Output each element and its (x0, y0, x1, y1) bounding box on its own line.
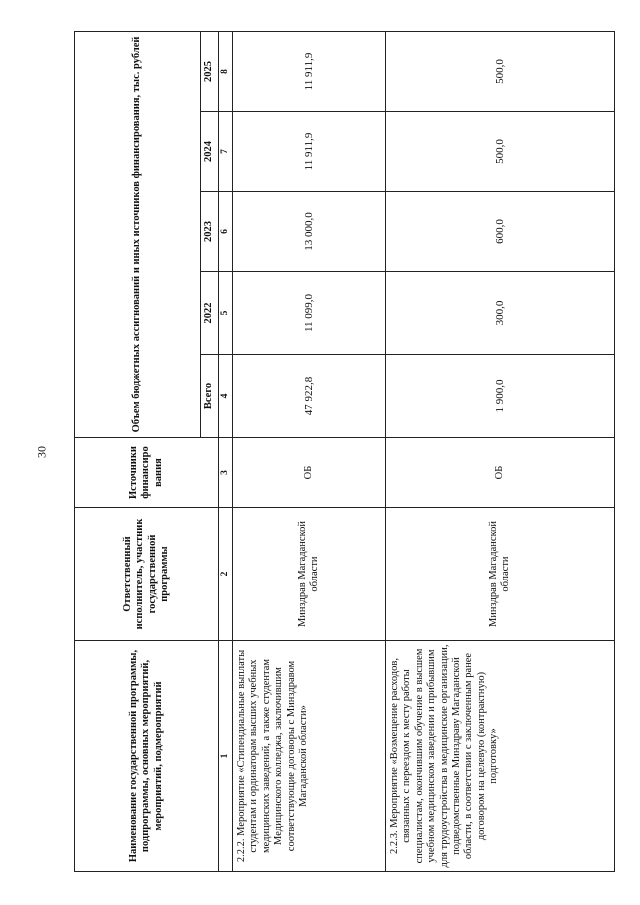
column-number: 7 (219, 112, 233, 192)
row-source: ОБ (233, 438, 386, 508)
row-2024: 500,0 (386, 112, 615, 192)
column-number: 2 (219, 508, 233, 641)
column-number: 8 (219, 31, 233, 111)
row-2025: 11 911,9 (233, 31, 386, 111)
row-2024: 11 911,9 (233, 112, 386, 192)
row-2023: 600,0 (386, 192, 615, 272)
row-2023: 13 000,0 (233, 192, 386, 272)
header-name: Наименование государственной программы, подпрограммы, основных мероприятий, мероприятий, подмероприятий (75, 641, 219, 872)
column-number: 5 (219, 272, 233, 355)
page-number: 30 (34, 446, 49, 458)
table-row (386, 31, 615, 871)
header-source: Источники финансиро вания (75, 438, 219, 508)
table-row (233, 31, 386, 871)
row-2022: 11 099,0 (233, 272, 386, 355)
header-year-2025: 2025 (201, 31, 219, 111)
header-volume: Объем бюджетных ассигнований и иных источников финансирования, тыс. рублей (75, 31, 201, 437)
financing-table (74, 31, 615, 872)
row-total: 47 922,8 (233, 355, 386, 438)
row-source: ОБ (386, 438, 615, 508)
column-number-row (219, 31, 233, 871)
column-number: 6 (219, 192, 233, 272)
header-executor: Ответственный исполнитель, участник государственной программы (75, 508, 219, 641)
header-year-2024: 2024 (201, 112, 219, 192)
header-total: Всего (201, 355, 219, 438)
row-2025: 500,0 (386, 31, 615, 111)
financing-table-container (74, 32, 614, 872)
row-executor: Минздрав Магаданской области (386, 508, 615, 641)
column-number: 1 (219, 641, 233, 872)
header-year-2023: 2023 (201, 192, 219, 272)
row-2022: 300,0 (386, 272, 615, 355)
header-year-2022: 2022 (201, 272, 219, 355)
row-name: 2.2.3. Мероприятие «Возмещение расходов, связанных с переездом к месту работы специалистам, окончившим обучение в высшем учебном медицинском заведении и прибывшим для трудоустройства в медицинские организации, подведомственные Минздраву Магаданской области, в соответствии с заключенным ранее договором на целевую (контрактную) подготовку» (386, 641, 615, 872)
column-number: 4 (219, 355, 233, 438)
column-number: 3 (219, 438, 233, 508)
row-executor: Минздрав Магаданской области (233, 508, 386, 641)
header-row (75, 31, 201, 871)
row-name: 2.2.2. Мероприятие «Стипендиальные выплаты студентам и ординаторам высших учебных медицинских заведений, а также студентам Медицинского колледжа, заключившим соответствующие договоры с Минздравом Магаданской области» (233, 641, 386, 872)
row-total: 1 900,0 (386, 355, 615, 438)
